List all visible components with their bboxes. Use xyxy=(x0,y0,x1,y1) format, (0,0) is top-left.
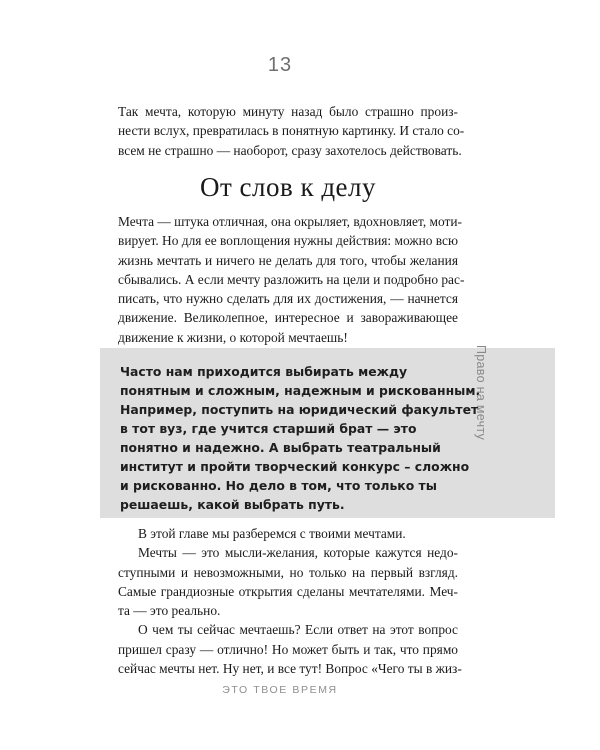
body-paragraph-2 xyxy=(118,524,462,678)
text-line: Самые грандиозные открытия сделаны мечтателями. Меч- xyxy=(118,583,458,599)
callout-line: Например, поступить на юридический факультет xyxy=(120,402,479,417)
page-number: 13 xyxy=(267,54,293,76)
text-line: нести вслух, превратилась в понятную картинку. И стало со- xyxy=(118,123,465,139)
text-line: вирует. Но для ее воплощения нужны действия: можно всю xyxy=(118,233,458,249)
section-heading: От слов к делу xyxy=(199,172,377,202)
text-line: ступными и невозможными, но только на первый взгляд. xyxy=(118,564,458,580)
callout-line: понятным и сложным, надежным и рискованным. xyxy=(120,383,481,398)
text-line: жизнь мечтать и ничего не делать для того, чтобы желания xyxy=(118,252,458,268)
callout-line: решаешь, какой выбрать путь. xyxy=(120,497,345,512)
text-line: В этой главе мы разберемся с твоими мечтами. xyxy=(138,526,406,541)
text-line: Так мечта, которую минуту назад было страшно произ- xyxy=(118,104,458,119)
text-line: сбывались. А если мечту разложить на цели и подробно рас- xyxy=(118,271,465,287)
text-line: пришел сразу — отлично! Но может быть и так, что прямо xyxy=(118,641,458,657)
text-line: та — это реально. xyxy=(118,603,221,619)
text-line: движение. Великолепное, интересное и завораживающее xyxy=(118,310,458,326)
side-running-header: Право на мечту xyxy=(474,345,488,441)
callout-text xyxy=(120,362,481,514)
text-line: движение к жизни, о которой мечтаешь! xyxy=(118,329,348,345)
callout-line: понятно и надежно. А выбрать театральный xyxy=(120,440,441,455)
callout-line: Часто нам приходится выбирать между xyxy=(120,364,408,379)
intro-paragraph xyxy=(118,102,465,160)
text-line: всем не страшно — наоборот, сразу захотелось действовать. xyxy=(118,142,462,158)
callout-line: институт и пройти творческий конкурс – сложно xyxy=(120,459,470,474)
text-line: Мечта — штука отличная, она окрыляет, вдохновляет, моти- xyxy=(118,214,463,229)
callout-line: и рискованно. Но дело в том, что только ты xyxy=(120,478,437,493)
text-line: Мечты — это мысли-желания, которые кажутся недо- xyxy=(138,545,458,561)
text-line: писать, что нужно сделать для их достижения, — начнется xyxy=(118,291,458,307)
body-paragraph-1 xyxy=(118,212,465,347)
text-line: О чем ты сейчас мечтаешь? Если ответ на этот вопрос xyxy=(138,622,458,638)
callout-line: в тот вуз, где учится старший брат — это xyxy=(120,421,417,436)
text-line: сейчас мечты нет. Ну нет, и все тут! Вопрос «Чего ты в жиз- xyxy=(118,661,462,677)
footer-title: ЭТО ТВОЕ ВРЕМЯ xyxy=(222,684,338,696)
